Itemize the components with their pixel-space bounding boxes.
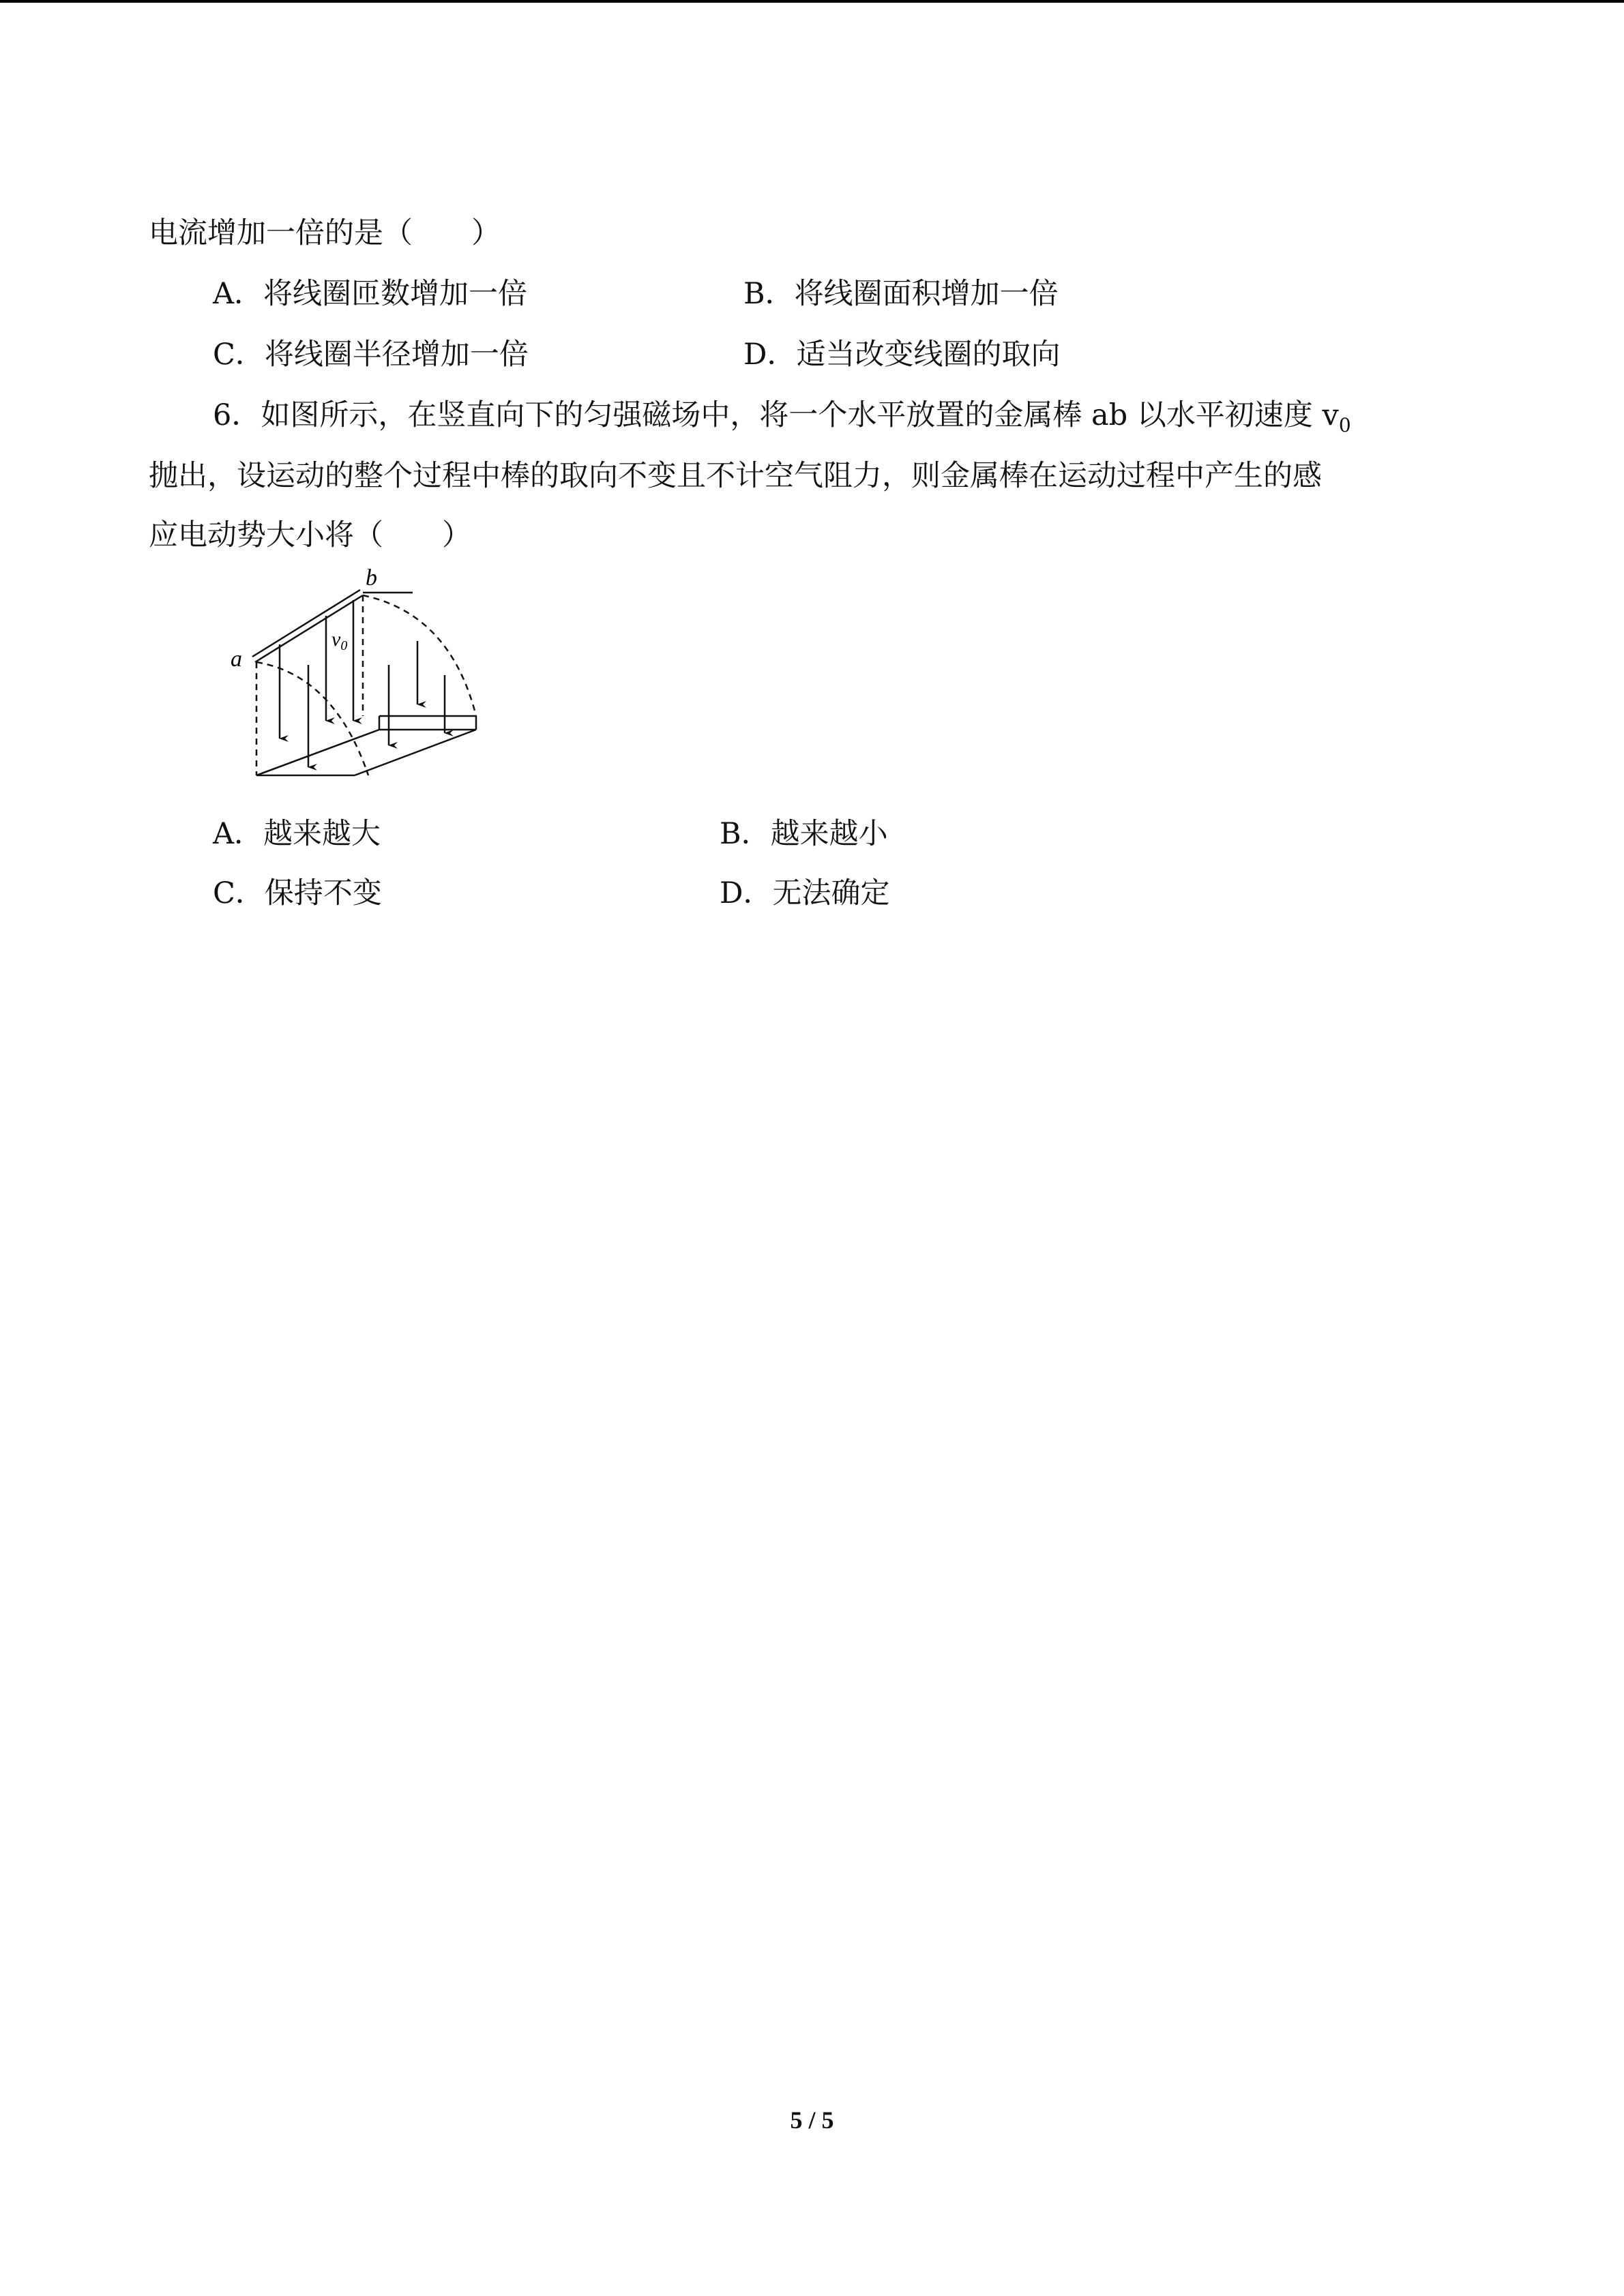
- q5-option-c: C．将线圈半径增加一倍: [213, 338, 529, 372]
- q6-stem-line-1-text: 6．如图所示，在竖直向下的匀强磁场中，将一个水平放置的金属棒 ab 以水平初速度: [213, 398, 1323, 432]
- magnetic-field-diagram: [225, 563, 484, 788]
- q5-option-a: A．将线圈匝数增加一倍: [213, 277, 528, 311]
- q5-stem-tail: 电流增加一倍的是（ ）: [149, 216, 501, 250]
- label-v0: [331, 628, 347, 653]
- label-a: a: [231, 646, 242, 672]
- box-bottom-diagonal-right: [355, 730, 476, 775]
- q6-option-c: C．保持不变: [213, 876, 382, 910]
- box-bottom-diagonal-left: [256, 730, 379, 775]
- q6-option-b: B．越来越小: [720, 817, 888, 851]
- trajectory-a: [256, 662, 368, 775]
- q6-stem-velocity-symbol: v: [1322, 398, 1339, 432]
- q6-figure: [225, 563, 484, 790]
- q6-stem-line-2: 抛出，设运动的整个过程中棒的取向不变且不计空气阻力，则金属棒在运动过程中产生的感: [149, 459, 1322, 493]
- q6-option-a: A．越来越大: [213, 817, 381, 851]
- label-v-subscript: 0: [340, 638, 348, 653]
- q6-stem-line-1: [213, 396, 1351, 445]
- label-v: v: [331, 628, 341, 651]
- trajectory-b: [363, 595, 476, 716]
- q6-stem-velocity-subscript: 0: [1338, 414, 1351, 436]
- q6-option-d: D．无法确定: [720, 876, 890, 910]
- top-border: [0, 0, 1624, 3]
- page-number: 5 / 5: [790, 2106, 834, 2134]
- q5-option-d: D．适当改变线圈的取向: [743, 338, 1061, 372]
- label-b: b: [366, 565, 377, 591]
- q5-option-b: B．将线圈面积增加一倍: [743, 277, 1059, 311]
- q6-stem-line-3: 应电动势大小将（ ）: [149, 518, 471, 552]
